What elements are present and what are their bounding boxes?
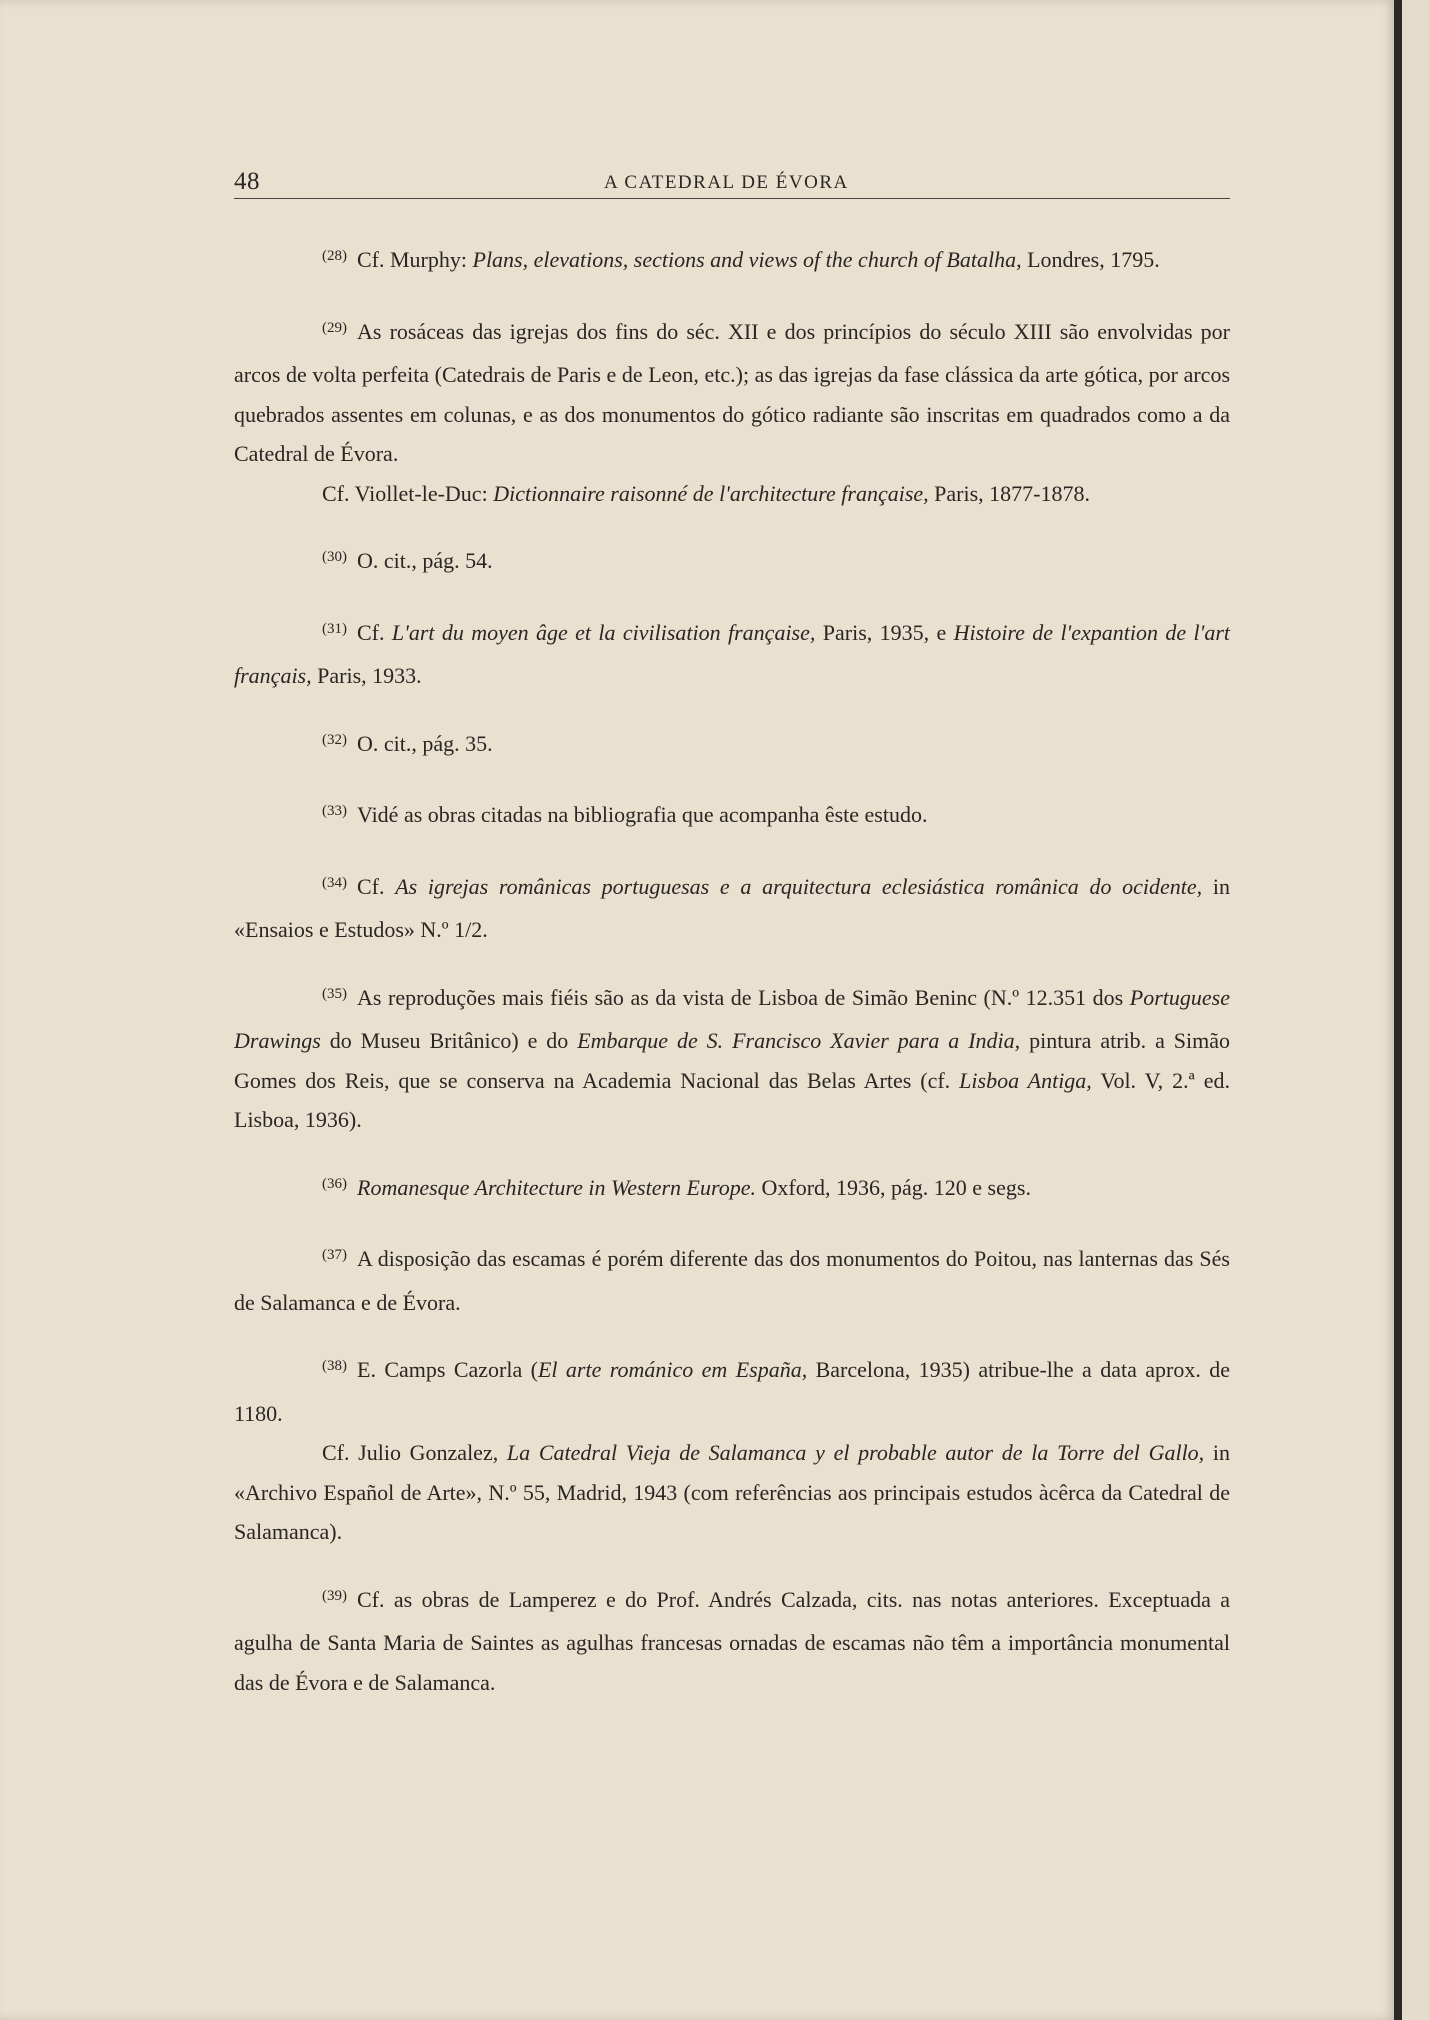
footnote-text: do Museu Britânico) e do	[320, 1028, 578, 1053]
footnote-paragraph	[234, 613, 1230, 696]
footnote-text: Paris, 1933.	[311, 663, 422, 688]
footnotes	[234, 240, 1230, 1730]
footnote-text: Barcelona, 1935) atribue-lhe a data aprox. de 1180.	[234, 1357, 1230, 1426]
footnote	[234, 1580, 1230, 1703]
footnote-text: Paris, 1935, e	[815, 619, 954, 645]
footnote-number: (32)	[322, 731, 347, 748]
footnote	[234, 978, 1230, 1140]
footnote	[234, 724, 1230, 768]
footnote-number: (34)	[322, 874, 347, 891]
citation-title: Lisboa Antiga,	[959, 1067, 1092, 1093]
running-title: A CATEDRAL DE ÉVORA	[604, 172, 849, 193]
footnote-paragraph	[234, 1350, 1230, 1433]
citation-title: L'art du moyen âge et la civilisation française,	[391, 619, 816, 645]
footnote	[234, 613, 1230, 696]
footnote-number: (30)	[322, 549, 347, 565]
footnote-text: Vidé as obras citadas na bibliografia que acompanha êste estudo.	[357, 802, 928, 827]
page-header	[234, 168, 1230, 199]
footnote-paragraph	[234, 541, 1230, 585]
footnote	[234, 867, 1230, 950]
footnote-text: O. cit., pág. 54.	[357, 548, 493, 573]
citation-title: El arte románico em España,	[537, 1357, 808, 1382]
footnote-text: pintura atrib. a Simão Gomes dos Reis, que se conserva na Academia Nacional das Belas Artes (cf.	[234, 1028, 1230, 1093]
footnote-number: (33)	[322, 803, 347, 819]
footnote	[234, 1350, 1230, 1552]
footnote-text: Cf.	[357, 619, 392, 645]
citation-title: Histoire de l'expantion de l'art français,	[234, 619, 1231, 688]
footnote-paragraph	[234, 1433, 1230, 1552]
footnote-text: Cf. as obras de Lamperez e do Prof. Andrés Calzada, cits. nas notas anteriores. Exceptuada a agulha de Santa Maria de Saintes as agulhas francesas ornadas de escamas não têm a importância monumental das de Évora e de Salamanca.	[234, 1586, 1230, 1695]
footnote-paragraph	[234, 978, 1230, 1140]
footnote-text: Vol. V, 2.ª ed. Lisboa, 1936).	[234, 1067, 1230, 1132]
footnote-paragraph	[234, 312, 1230, 474]
book-spine	[1394, 0, 1402, 2020]
footnote-paragraph	[234, 867, 1230, 950]
page-edge	[1402, 0, 1429, 2020]
citation-title: Romanesque Architecture in Western Europe.	[357, 1174, 756, 1200]
footnote-number: (37)	[322, 1247, 347, 1263]
footnote-paragraph	[234, 795, 1230, 839]
footnote-text: Cf. Viollet-le-Duc:	[322, 480, 494, 506]
footnote-text: Oxford, 1936, pág. 120 e segs.	[755, 1174, 1031, 1200]
citation-title: La Catedral Vieja de Salamanca y el probable autor de la Torre del Gallo,	[506, 1440, 1205, 1465]
footnote-text: Londres, 1795.	[1021, 247, 1160, 272]
page-number: 48	[234, 168, 260, 195]
footnote-text: As reproduções mais fiéis são as da vista de Lisboa de Simão Beninc (N.º 12.351 dos	[357, 984, 1130, 1010]
footnote-text: in «Archivo Español de Arte», N.º 55, Madrid, 1943 (com referências aos principais estudos àcêrca da Catedral de Salamanca).	[234, 1440, 1230, 1544]
footnote-text: Paris, 1877-1878.	[928, 480, 1090, 506]
footnote-text: Cf. Murphy:	[357, 247, 473, 272]
footnote	[234, 312, 1230, 514]
footnote-text: A disposição das escamas é porém diferente das dos monumentos do Poitou, nas lanternas das Sés de Salamanca e de Évora.	[234, 1246, 1230, 1315]
footnote-number: (29)	[322, 319, 347, 336]
footnote-paragraph	[234, 240, 1230, 284]
footnote-paragraph	[234, 474, 1230, 514]
footnote	[234, 795, 1230, 839]
footnote-text: in «Ensaios e Estudos» N.º 1/2.	[234, 873, 1230, 942]
footnote-paragraph	[234, 1239, 1230, 1322]
footnote-text: O. cit., pág. 35.	[357, 730, 493, 756]
footnote-text: Cf. Julio Gonzalez,	[322, 1440, 507, 1465]
citation-title: Plans, elevations, sections and views of the church of Batalha,	[472, 247, 1022, 272]
citation-title: Dictionnaire raisonné de l'architecture française,	[493, 480, 929, 506]
citation-title: As igrejas românicas portuguesas e a arquitectura eclesiástica românica do ocidente,	[395, 873, 1203, 899]
citation-title: Portuguese Drawings	[234, 984, 1230, 1053]
footnote	[234, 1168, 1230, 1212]
footnote-number: (38)	[322, 1358, 347, 1374]
footnote-number: (28)	[322, 248, 347, 264]
footnote-number: (39)	[322, 1587, 347, 1604]
footnote-paragraph	[234, 1580, 1230, 1703]
footnote	[234, 1239, 1230, 1322]
footnote-number: (31)	[322, 620, 347, 637]
footnote-number: (35)	[322, 985, 347, 1002]
footnote-text: E. Camps Cazorla (	[357, 1357, 538, 1382]
footnote-paragraph	[234, 1168, 1230, 1212]
citation-title: Embarque de S. Francisco Xavier para a India,	[577, 1028, 1021, 1053]
footnote-number: (36)	[322, 1175, 347, 1192]
footnote-text: Cf.	[357, 873, 396, 899]
footnote	[234, 541, 1230, 585]
footnote-text: As rosáceas das igrejas dos fins do séc. XII e dos princípios do século XIII são envolvidas por arcos de volta perfeita (Catedrais de Paris e de Leon, etc.); as das igrejas da fase clássica da arte gótica, por arcos quebrados assentes em colunas, e as dos monumentos do gótico radiante são inscritas em quadrados como a da Catedral de Évora.	[234, 318, 1230, 466]
footnote	[234, 240, 1230, 284]
footnote-paragraph	[234, 724, 1230, 768]
